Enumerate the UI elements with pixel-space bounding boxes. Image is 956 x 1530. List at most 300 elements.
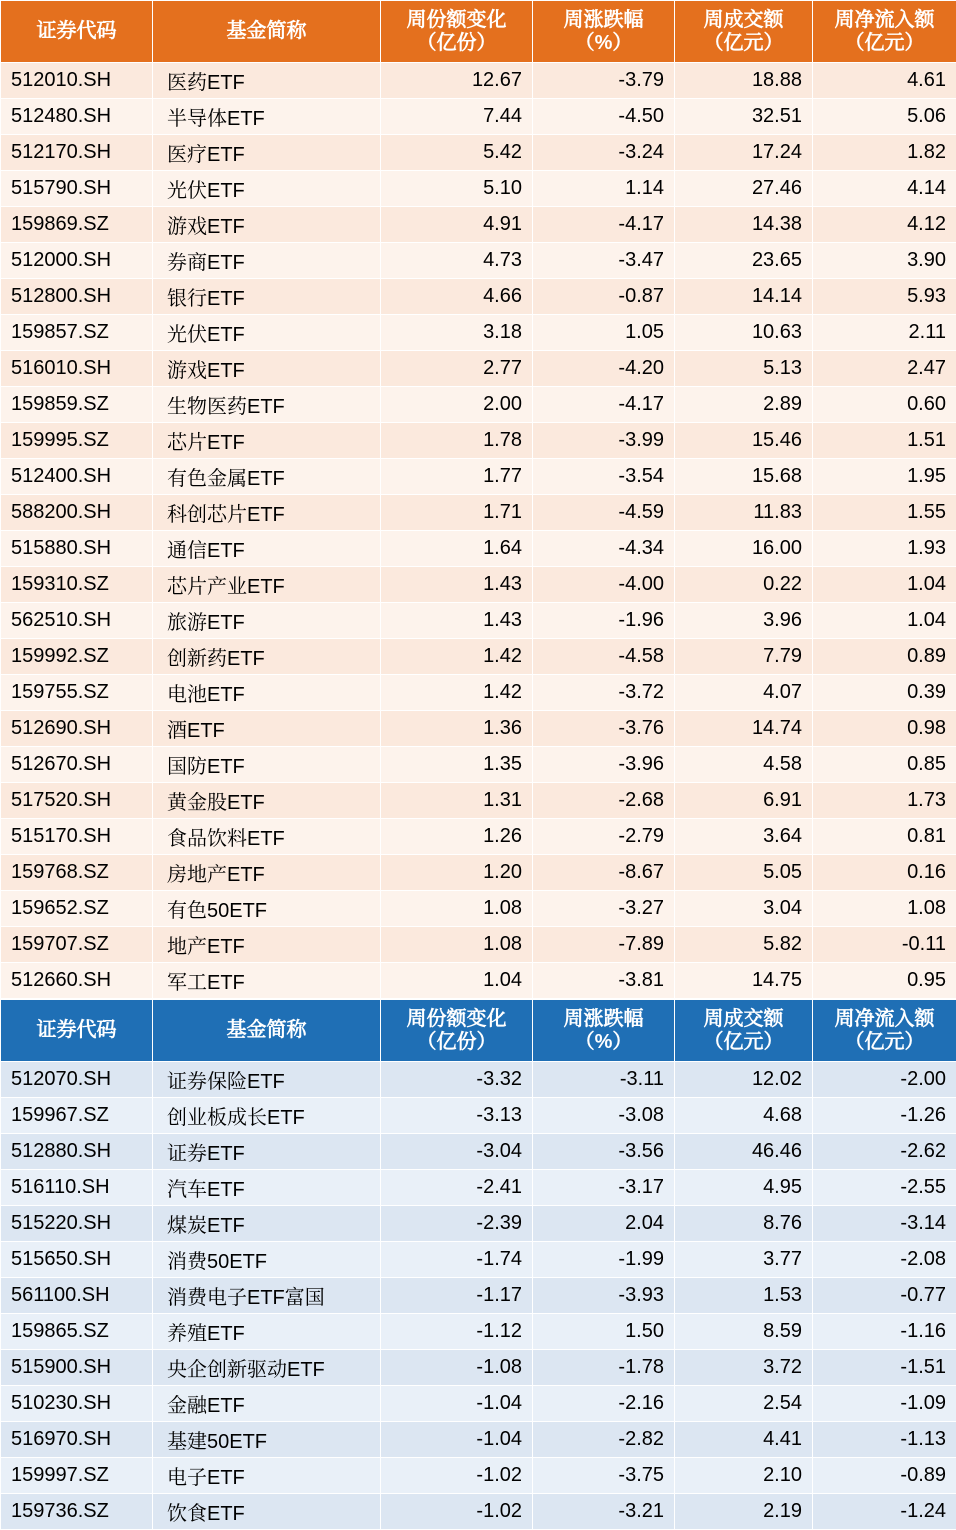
cell-code: 159967.SZ	[1, 1098, 153, 1134]
cell-fund-name: 券商ETF	[153, 243, 381, 279]
cell-turnover: 23.65	[675, 243, 813, 279]
cell-weekly-change-pct: -4.50	[533, 99, 675, 135]
cell-net-inflow: -2.62	[813, 1134, 956, 1170]
cell-fund-name: 通信ETF	[153, 531, 381, 567]
cell-weekly-change-pct: -1.78	[533, 1350, 675, 1386]
cell-net-inflow: -3.14	[813, 1206, 956, 1242]
cell-fund-name: 消费50ETF	[153, 1242, 381, 1278]
cell-turnover: 4.41	[675, 1422, 813, 1458]
cell-code: 159755.SZ	[1, 675, 153, 711]
cell-weekly-change-pct: -3.27	[533, 891, 675, 927]
cell-turnover: 3.04	[675, 891, 813, 927]
cell-turnover: 7.79	[675, 639, 813, 675]
cell-net-inflow: 0.16	[813, 855, 956, 891]
cell-share-change: 5.42	[381, 135, 533, 171]
header-line-1: 周份额变化	[389, 9, 524, 31]
cell-weekly-change-pct: -2.79	[533, 819, 675, 855]
outflow-table-header	[1, 1000, 956, 1062]
cell-code: 159310.SZ	[1, 567, 153, 603]
cell-share-change: 12.67	[381, 63, 533, 99]
cell-weekly-change-pct: -3.76	[533, 711, 675, 747]
cell-weekly-change-pct: -7.89	[533, 927, 675, 963]
cell-share-change: -1.04	[381, 1422, 533, 1458]
cell-weekly-change-pct: -4.17	[533, 207, 675, 243]
cell-fund-name: 创业板成长ETF	[153, 1098, 381, 1134]
cell-net-inflow: 1.04	[813, 603, 956, 639]
table-row	[1, 1134, 956, 1170]
cell-turnover: 12.02	[675, 1062, 813, 1098]
cell-code: 159707.SZ	[1, 927, 153, 963]
cell-turnover: 6.91	[675, 783, 813, 819]
cell-fund-name: 消费电子ETF富国	[153, 1278, 381, 1314]
header-line-1: 周净流入额	[821, 1008, 948, 1030]
cell-net-inflow: 0.89	[813, 639, 956, 675]
cell-turnover: 2.10	[675, 1458, 813, 1494]
cell-turnover: 18.88	[675, 63, 813, 99]
cell-net-inflow: -2.08	[813, 1242, 956, 1278]
cell-code: 512800.SH	[1, 279, 153, 315]
cell-weekly-change-pct: -3.08	[533, 1098, 675, 1134]
cell-weekly-change-pct: -3.72	[533, 675, 675, 711]
cell-share-change: -2.39	[381, 1206, 533, 1242]
cell-net-inflow: -1.51	[813, 1350, 956, 1386]
cell-net-inflow: -0.11	[813, 927, 956, 963]
cell-net-inflow: 1.08	[813, 891, 956, 927]
cell-code: 159997.SZ	[1, 1458, 153, 1494]
cell-turnover: 3.64	[675, 819, 813, 855]
column-header-weekly-change-pct	[533, 1, 675, 63]
column-header-code	[1, 1000, 153, 1062]
cell-share-change: 4.66	[381, 279, 533, 315]
cell-turnover: 3.77	[675, 1242, 813, 1278]
cell-weekly-change-pct: -3.79	[533, 63, 675, 99]
cell-weekly-change-pct: -4.34	[533, 531, 675, 567]
cell-share-change: 2.00	[381, 387, 533, 423]
cell-share-change: -2.41	[381, 1170, 533, 1206]
cell-code: 515880.SH	[1, 531, 153, 567]
cell-fund-name: 央企创新驱动ETF	[153, 1350, 381, 1386]
cell-fund-name: 酒ETF	[153, 711, 381, 747]
cell-net-inflow: 0.85	[813, 747, 956, 783]
table-row	[1, 1206, 956, 1242]
cell-code: 515650.SH	[1, 1242, 153, 1278]
cell-net-inflow: 0.95	[813, 963, 956, 999]
column-header-turnover	[675, 1000, 813, 1062]
cell-share-change: 1.36	[381, 711, 533, 747]
cell-fund-name: 汽车ETF	[153, 1170, 381, 1206]
cell-code: 159652.SZ	[1, 891, 153, 927]
cell-code: 510230.SH	[1, 1386, 153, 1422]
cell-weekly-change-pct: -2.68	[533, 783, 675, 819]
table-row	[1, 99, 956, 135]
table-row	[1, 675, 956, 711]
header-line-1: 周份额变化	[389, 1008, 524, 1030]
table-row	[1, 747, 956, 783]
cell-share-change: -3.32	[381, 1062, 533, 1098]
cell-fund-name: 芯片ETF	[153, 423, 381, 459]
table-row	[1, 279, 956, 315]
cell-code: 512480.SH	[1, 99, 153, 135]
header-line-2: （亿份）	[389, 1031, 524, 1053]
cell-turnover: 0.22	[675, 567, 813, 603]
cell-share-change: -1.12	[381, 1314, 533, 1350]
net-outflow-table	[0, 999, 956, 1530]
cell-share-change: -1.08	[381, 1350, 533, 1386]
column-header-fund-name	[153, 1000, 381, 1062]
column-header-share-change	[381, 1000, 533, 1062]
cell-net-inflow: 2.47	[813, 351, 956, 387]
cell-net-inflow: 1.93	[813, 531, 956, 567]
cell-share-change: 5.10	[381, 171, 533, 207]
cell-code: 159992.SZ	[1, 639, 153, 675]
cell-share-change: 1.71	[381, 495, 533, 531]
cell-code: 515900.SH	[1, 1350, 153, 1386]
cell-share-change: -1.04	[381, 1386, 533, 1422]
cell-code: 159869.SZ	[1, 207, 153, 243]
cell-net-inflow: 1.55	[813, 495, 956, 531]
table-row	[1, 603, 956, 639]
cell-share-change: 1.64	[381, 531, 533, 567]
table-row	[1, 639, 956, 675]
outflow-table-body	[1, 1062, 956, 1530]
cell-net-inflow: 1.04	[813, 567, 956, 603]
cell-net-inflow: 5.06	[813, 99, 956, 135]
cell-code: 512070.SH	[1, 1062, 153, 1098]
cell-fund-name: 半导体ETF	[153, 99, 381, 135]
column-header-code	[1, 1, 153, 63]
cell-fund-name: 游戏ETF	[153, 207, 381, 243]
cell-net-inflow: 0.60	[813, 387, 956, 423]
cell-code: 512660.SH	[1, 963, 153, 999]
cell-weekly-change-pct: -3.81	[533, 963, 675, 999]
cell-fund-name: 芯片产业ETF	[153, 567, 381, 603]
cell-share-change: -3.13	[381, 1098, 533, 1134]
cell-net-inflow: 0.81	[813, 819, 956, 855]
cell-weekly-change-pct: -3.93	[533, 1278, 675, 1314]
cell-net-inflow: 2.11	[813, 315, 956, 351]
cell-net-inflow: 1.73	[813, 783, 956, 819]
cell-fund-name: 光伏ETF	[153, 315, 381, 351]
table-row	[1, 1242, 956, 1278]
cell-net-inflow: -1.13	[813, 1422, 956, 1458]
table-row	[1, 963, 956, 999]
cell-weekly-change-pct: -0.87	[533, 279, 675, 315]
cell-fund-name: 创新药ETF	[153, 639, 381, 675]
header-line-1: 基金简称	[161, 1019, 372, 1041]
cell-code: 515790.SH	[1, 171, 153, 207]
cell-code: 159736.SZ	[1, 1494, 153, 1530]
cell-share-change: 1.08	[381, 891, 533, 927]
cell-code: 512670.SH	[1, 747, 153, 783]
cell-turnover: 10.63	[675, 315, 813, 351]
cell-net-inflow: -1.09	[813, 1386, 956, 1422]
cell-turnover: 1.53	[675, 1278, 813, 1314]
cell-code: 562510.SH	[1, 603, 153, 639]
cell-turnover: 32.51	[675, 99, 813, 135]
table-row	[1, 1386, 956, 1422]
header-line-1: 证券代码	[9, 20, 144, 42]
cell-fund-name: 科创芯片ETF	[153, 495, 381, 531]
table-row	[1, 1350, 956, 1386]
table-row	[1, 1062, 956, 1098]
cell-turnover: 2.54	[675, 1386, 813, 1422]
cell-weekly-change-pct: -3.99	[533, 423, 675, 459]
cell-weekly-change-pct: -4.59	[533, 495, 675, 531]
cell-weekly-change-pct: 1.50	[533, 1314, 675, 1350]
cell-weekly-change-pct: -4.17	[533, 387, 675, 423]
cell-fund-name: 房地产ETF	[153, 855, 381, 891]
cell-fund-name: 黄金股ETF	[153, 783, 381, 819]
cell-code: 512400.SH	[1, 459, 153, 495]
cell-turnover: 16.00	[675, 531, 813, 567]
cell-net-inflow: -0.77	[813, 1278, 956, 1314]
cell-turnover: 46.46	[675, 1134, 813, 1170]
cell-code: 159768.SZ	[1, 855, 153, 891]
cell-turnover: 8.59	[675, 1314, 813, 1350]
cell-share-change: 1.42	[381, 675, 533, 711]
cell-weekly-change-pct: -3.17	[533, 1170, 675, 1206]
table-row	[1, 1170, 956, 1206]
table-row	[1, 1098, 956, 1134]
cell-turnover: 4.95	[675, 1170, 813, 1206]
cell-turnover: 15.68	[675, 459, 813, 495]
cell-share-change: 1.77	[381, 459, 533, 495]
table-row	[1, 135, 956, 171]
cell-weekly-change-pct: 1.14	[533, 171, 675, 207]
cell-net-inflow: -1.16	[813, 1314, 956, 1350]
cell-turnover: 5.05	[675, 855, 813, 891]
cell-net-inflow: -0.89	[813, 1458, 956, 1494]
column-header-turnover	[675, 1, 813, 63]
table-row	[1, 459, 956, 495]
cell-share-change: 1.08	[381, 927, 533, 963]
table-row	[1, 1494, 956, 1530]
table-row	[1, 315, 956, 351]
header-line-1: 周涨跌幅	[541, 1008, 666, 1030]
cell-share-change: 1.43	[381, 567, 533, 603]
cell-fund-name: 地产ETF	[153, 927, 381, 963]
cell-weekly-change-pct: -2.16	[533, 1386, 675, 1422]
cell-code: 561100.SH	[1, 1278, 153, 1314]
cell-turnover: 15.46	[675, 423, 813, 459]
column-header-share-change	[381, 1, 533, 63]
cell-share-change: 2.77	[381, 351, 533, 387]
header-line-2: （亿元）	[821, 1031, 948, 1053]
table-row	[1, 423, 956, 459]
cell-share-change: 4.73	[381, 243, 533, 279]
cell-share-change: 1.26	[381, 819, 533, 855]
column-header-weekly-change-pct	[533, 1000, 675, 1062]
column-header-fund-name	[153, 1, 381, 63]
cell-weekly-change-pct: -3.21	[533, 1494, 675, 1530]
cell-share-change: -1.02	[381, 1458, 533, 1494]
header-line-2: （亿份）	[389, 32, 524, 54]
cell-share-change: -3.04	[381, 1134, 533, 1170]
cell-code: 516970.SH	[1, 1422, 153, 1458]
cell-share-change: 1.42	[381, 639, 533, 675]
table-row	[1, 243, 956, 279]
cell-share-change: 1.43	[381, 603, 533, 639]
cell-weekly-change-pct: -4.00	[533, 567, 675, 603]
cell-turnover: 4.68	[675, 1098, 813, 1134]
cell-code: 516010.SH	[1, 351, 153, 387]
table-row	[1, 711, 956, 747]
table-row	[1, 63, 956, 99]
cell-code: 515220.SH	[1, 1206, 153, 1242]
cell-turnover: 4.07	[675, 675, 813, 711]
cell-weekly-change-pct: -4.58	[533, 639, 675, 675]
cell-fund-name: 旅游ETF	[153, 603, 381, 639]
table-row	[1, 207, 956, 243]
cell-fund-name: 食品饮料ETF	[153, 819, 381, 855]
cell-weekly-change-pct: 1.05	[533, 315, 675, 351]
cell-weekly-change-pct: -8.67	[533, 855, 675, 891]
cell-code: 159995.SZ	[1, 423, 153, 459]
cell-net-inflow: 4.61	[813, 63, 956, 99]
cell-code: 515170.SH	[1, 819, 153, 855]
header-line-2: （%）	[541, 1031, 666, 1053]
cell-turnover: 3.96	[675, 603, 813, 639]
table-row	[1, 891, 956, 927]
cell-turnover: 5.13	[675, 351, 813, 387]
cell-fund-name: 电池ETF	[153, 675, 381, 711]
table-row	[1, 495, 956, 531]
cell-share-change: -1.17	[381, 1278, 533, 1314]
column-header-net-inflow	[813, 1, 956, 63]
table-row	[1, 1278, 956, 1314]
cell-net-inflow: 5.93	[813, 279, 956, 315]
cell-share-change: 1.04	[381, 963, 533, 999]
cell-turnover: 8.76	[675, 1206, 813, 1242]
cell-share-change: 4.91	[381, 207, 533, 243]
cell-code: 512170.SH	[1, 135, 153, 171]
header-line-2: （%）	[541, 32, 666, 54]
cell-fund-name: 证券保险ETF	[153, 1062, 381, 1098]
cell-turnover: 5.82	[675, 927, 813, 963]
cell-weekly-change-pct: -3.11	[533, 1062, 675, 1098]
cell-weekly-change-pct: -3.56	[533, 1134, 675, 1170]
cell-weekly-change-pct: -3.54	[533, 459, 675, 495]
cell-turnover: 11.83	[675, 495, 813, 531]
cell-turnover: 4.58	[675, 747, 813, 783]
cell-fund-name: 煤炭ETF	[153, 1206, 381, 1242]
header-line-2: （亿元）	[683, 1031, 804, 1053]
cell-turnover: 2.89	[675, 387, 813, 423]
cell-share-change: 7.44	[381, 99, 533, 135]
cell-net-inflow: 0.98	[813, 711, 956, 747]
cell-net-inflow: -2.00	[813, 1062, 956, 1098]
cell-turnover: 14.75	[675, 963, 813, 999]
cell-weekly-change-pct: -3.24	[533, 135, 675, 171]
header-line-1: 周涨跌幅	[541, 9, 666, 31]
cell-code: 159865.SZ	[1, 1314, 153, 1350]
cell-fund-name: 有色50ETF	[153, 891, 381, 927]
cell-fund-name: 证券ETF	[153, 1134, 381, 1170]
header-line-1: 周净流入额	[821, 9, 948, 31]
table-row	[1, 819, 956, 855]
table-row	[1, 567, 956, 603]
cell-fund-name: 有色金属ETF	[153, 459, 381, 495]
cell-turnover: 17.24	[675, 135, 813, 171]
cell-fund-name: 军工ETF	[153, 963, 381, 999]
table-row	[1, 351, 956, 387]
table-row	[1, 927, 956, 963]
cell-net-inflow: 1.82	[813, 135, 956, 171]
table-row	[1, 855, 956, 891]
cell-fund-name: 医疗ETF	[153, 135, 381, 171]
header-row	[1, 1000, 956, 1062]
cell-code: 159857.SZ	[1, 315, 153, 351]
cell-weekly-change-pct: -4.20	[533, 351, 675, 387]
cell-share-change: -1.74	[381, 1242, 533, 1278]
header-line-1: 周成交额	[683, 9, 804, 31]
table-row	[1, 531, 956, 567]
cell-weekly-change-pct: -2.82	[533, 1422, 675, 1458]
cell-fund-name: 饮食ETF	[153, 1494, 381, 1530]
table-row	[1, 1422, 956, 1458]
cell-code: 512010.SH	[1, 63, 153, 99]
cell-net-inflow: 1.95	[813, 459, 956, 495]
cell-fund-name: 银行ETF	[153, 279, 381, 315]
cell-turnover: 2.19	[675, 1494, 813, 1530]
cell-net-inflow: 1.51	[813, 423, 956, 459]
cell-code: 512880.SH	[1, 1134, 153, 1170]
cell-code: 588200.SH	[1, 495, 153, 531]
table-row	[1, 171, 956, 207]
cell-net-inflow: -2.55	[813, 1170, 956, 1206]
cell-share-change: -1.02	[381, 1494, 533, 1530]
cell-code: 512000.SH	[1, 243, 153, 279]
header-line-2: （亿元）	[683, 32, 804, 54]
cell-net-inflow: 4.14	[813, 171, 956, 207]
cell-code: 516110.SH	[1, 1170, 153, 1206]
cell-fund-name: 金融ETF	[153, 1386, 381, 1422]
cell-net-inflow: 3.90	[813, 243, 956, 279]
inflow-table-body	[1, 63, 956, 999]
cell-weekly-change-pct: -1.96	[533, 603, 675, 639]
cell-weekly-change-pct: 2.04	[533, 1206, 675, 1242]
cell-weekly-change-pct: -3.75	[533, 1458, 675, 1494]
cell-fund-name: 医药ETF	[153, 63, 381, 99]
cell-fund-name: 光伏ETF	[153, 171, 381, 207]
cell-code: 517520.SH	[1, 783, 153, 819]
header-row	[1, 1, 956, 63]
cell-turnover: 27.46	[675, 171, 813, 207]
cell-fund-name: 养殖ETF	[153, 1314, 381, 1350]
header-line-1: 周成交额	[683, 1008, 804, 1030]
inflow-table-header	[1, 1, 956, 63]
column-header-net-inflow	[813, 1000, 956, 1062]
table-row	[1, 783, 956, 819]
table-row	[1, 387, 956, 423]
cell-code: 159859.SZ	[1, 387, 153, 423]
cell-fund-name: 基建50ETF	[153, 1422, 381, 1458]
cell-share-change: 1.20	[381, 855, 533, 891]
table-row	[1, 1314, 956, 1350]
cell-fund-name: 生物医药ETF	[153, 387, 381, 423]
cell-weekly-change-pct: -3.96	[533, 747, 675, 783]
cell-share-change: 3.18	[381, 315, 533, 351]
cell-weekly-change-pct: -1.99	[533, 1242, 675, 1278]
cell-weekly-change-pct: -3.47	[533, 243, 675, 279]
header-line-2: （亿元）	[821, 32, 948, 54]
cell-share-change: 1.35	[381, 747, 533, 783]
cell-net-inflow: 4.12	[813, 207, 956, 243]
cell-turnover: 3.72	[675, 1350, 813, 1386]
cell-fund-name: 游戏ETF	[153, 351, 381, 387]
cell-net-inflow: -1.26	[813, 1098, 956, 1134]
cell-share-change: 1.31	[381, 783, 533, 819]
